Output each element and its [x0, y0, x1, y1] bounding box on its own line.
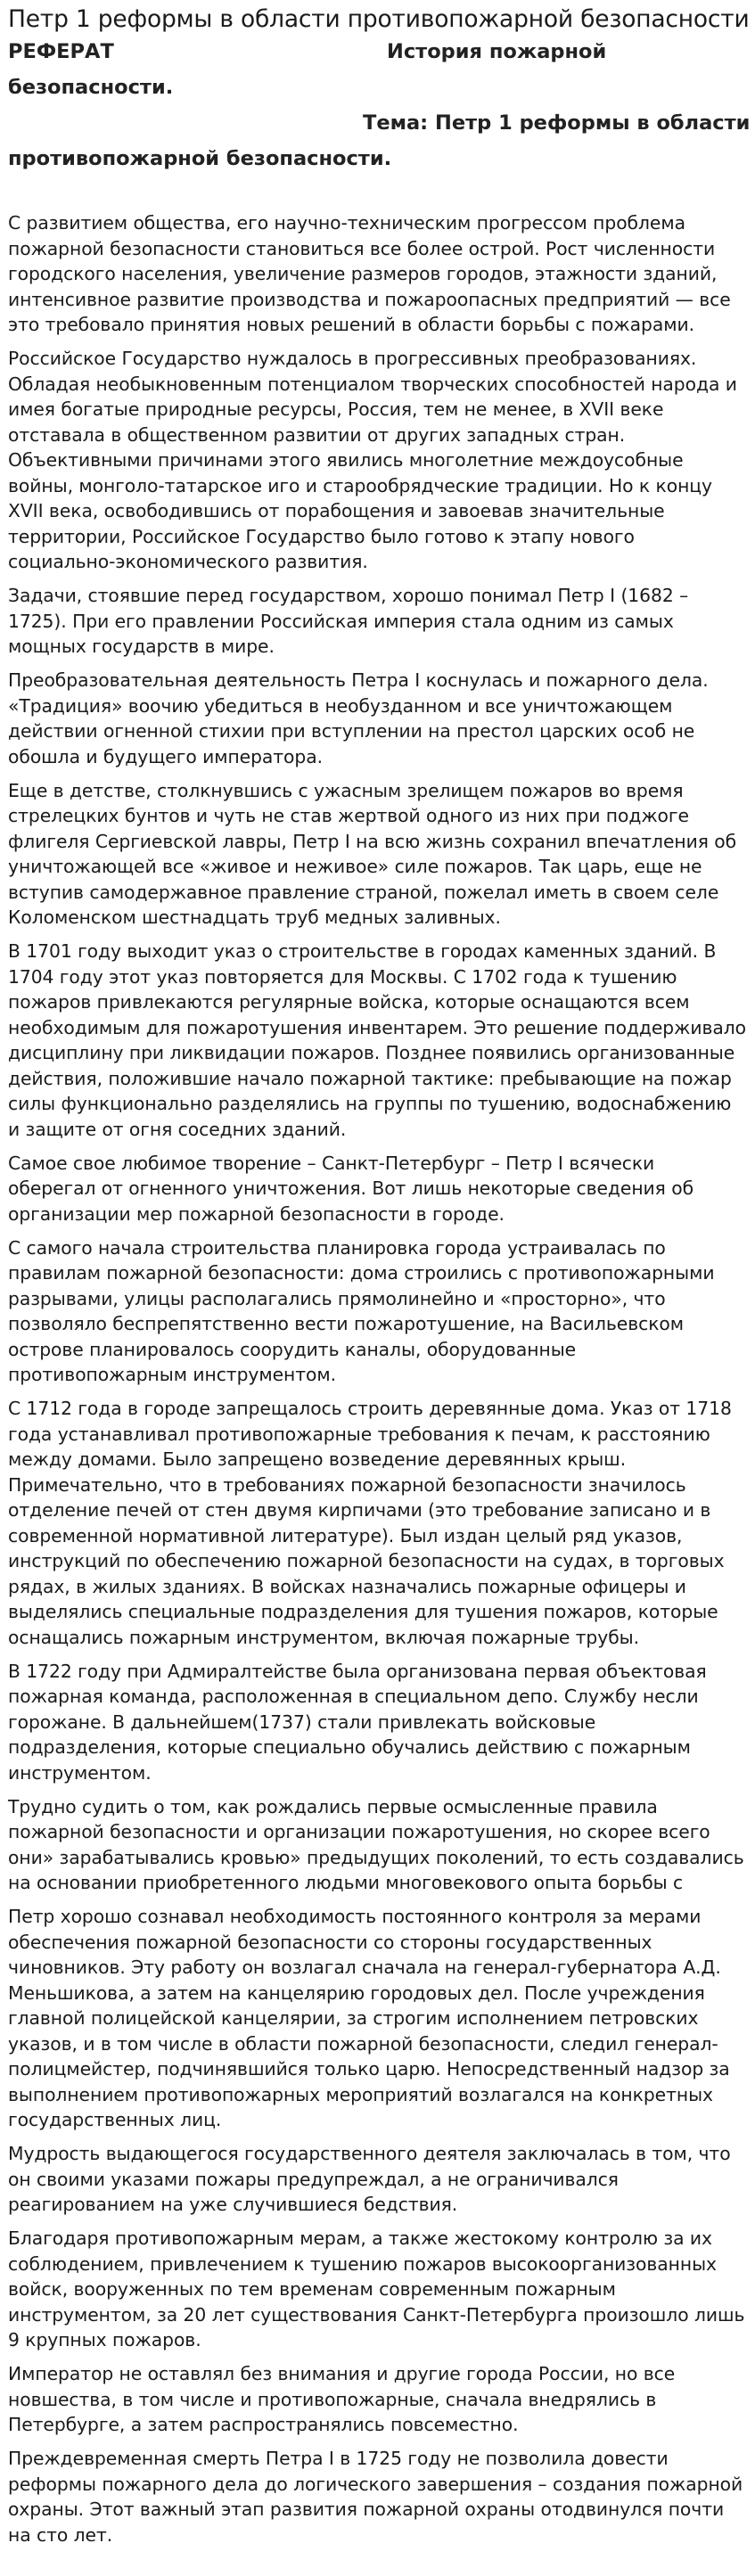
paragraph: Император не оставлял без внимания и другие города России, но все новшества, в том числе и противопожарные, сначала внедрялись в Петербурге, а затем распространялись повсеместно. [8, 2363, 676, 2435]
paragraph: Мудрость выдающегося государственного деятеля заключалась в том, что он своими указами пожары предупреждал, а не ограничивался реагированием на уже случившиеся бедствия. [8, 2143, 731, 2215]
paragraph: С самого начала строительства планировка города устраивалась по правилам пожарной безопасности: дома строились с противопожарными разрывами, улицы располагались прямолинейно и «просторно», что позволяло беспрепятственно вести пожаротушение, на Васильевском острове планировалось соорудить каналы, оборудованные противопожарным инструментом. [8, 1236, 715, 1385]
subject-line-1: История пожарной [387, 40, 607, 63]
paragraph: Трудно судить о том, как рождались первые осмысленные правила пожарной безопасности и организации пожаротушения, но скорее всего они» зарабатывались кровью» предыдущих поколений, то есть создавались на основании приобретенного людьми многовекового опыта борьбы с [8, 1795, 744, 1893]
paragraph: Благодаря противопожарным мерам, а также жестокому контролю за их соблюдением, привлечением к тушению пожаров высокоорганизованных войск, вооруженных по тем временам современным пожарным инструментом, за 20 лет существования Санкт-Петербурга произошло лишь 9 крупных пожаров. [8, 2227, 745, 2350]
paragraph: Преждевременная смерть Петра I в 1725 году не позволила довести реформы пожарного дела до логического завершения – создания пожарной охраны. Этот важный этап развития пожарной охраны отодвинулся почти на сто лет. [8, 2448, 743, 2546]
document-page [0, 5, 751, 2547]
paragraph: Самое свое любимое творение – Санкт-Петербург – Петр I всячески оберегал от огненного уничтожения. Вот лишь некоторые сведения об организации мер пожарной безопасности в городе. [8, 1152, 694, 1225]
paragraph: С 1712 года в городе запрещалось строить деревянные дома. Указ от 1718 года устанавливал противопожарные требования к печам, к расстоянию между домами. Было запрещено возведение деревянных крыш. Примечательно, что в требованиях пожарной безопасности значилось отделение печей от стен двумя кирпичами (это требование записано и в современной нормативной литературе). Был издан целый ряд указов, инструкций по обеспечению пожарной безопасности на судах, в торговых рядах, в жилых зданиях. В войсках назначались пожарные офицеры и выделялись специальные подразделения для тушения пожаров, которые оснащались пожарным инструментом, включая пожарные трубы. [8, 1398, 732, 1648]
paragraph: В 1722 году при Адмиралтействе была организована первая объектовая пожарная команда, расположенная в специальном депо. Службу несли горожане. В дальнейшем(1737) стали привлекать войсковые подразделения, которые специально обучались действию с пожарным инструментом. [8, 1660, 707, 1784]
paragraph: Петр хорошо сознавал необходимость постоянного контроля за мерами обеспечения пожарной безопасности со стороны государственных чиновников. Эту работу он возлагал сначала на генерал-губернатора А.Д. Меньшикова, а затем на канцелярию городовых дел. После учреждения главной полицейской канцелярии, за строгим исполнением петровских указов, и в том числе в области пожарной безопасности, следил генерал-полицмейстер, подчинявшийся только царю. Непосредственный надзор за выполнением противопожарных мероприятий возлагался на конкретных государственных лиц. [8, 1906, 730, 2130]
paragraph: Задачи, стоявшие перед государством, хорошо понимал Петр I (1682 – 1725). При его правлении Российская империя стала одним из самых мощных государств в мире. [8, 585, 689, 657]
topic-line-1: Тема: Петр 1 реформы в области [363, 111, 751, 135]
referat-label: РЕФЕРАТ [8, 40, 114, 63]
document-header [8, 34, 751, 176]
subject-line-2: безопасности. [8, 76, 174, 99]
topic-line-2: противопожарной безопасности. [8, 147, 392, 170]
paragraph: Еще в детстве, столкнувшись с ужасным зрелищем пожаров во время стрелецких бунтов и чуть не став жертвой одного из них при поджоге флигеля Сергиевской лавры, Петр I на всю жизнь сохранил впечатления об уничтожающей все «живое и неживое» силе пожаров. Так царь, еще не вступив самодержавное правление страной, пожелал иметь в своем селе Коломенском шестнадцать труб медных заливных. [8, 779, 737, 928]
paragraph: Российское Государство нуждалось в прогрессивных преобразованиях. Обладая необыкновенным потенциалом творческих способностей народа и имея богатые природные ресурсы, Россия, тем не менее, в XVII веке отставала в общественном развитии от других западных стран. Объективными причинами этого явились многолетние междоусобные войны, монголо-татарское иго и старообрядческие традиции. Но к концу XVII века, освободившись от порабощения и завоевав значительные территории, Российское Государство было готово к этапу нового социально-экономического развития. [8, 348, 737, 572]
document-body [8, 210, 747, 2547]
document-title: Петр 1 реформы в области противопожарной безопасности [8, 5, 750, 33]
paragraph: С развитием общества, его научно-техническим прогрессом проблема пожарной безопасности становиться все более острой. Рост численности городского населения, увеличение размеров городов, этажности зданий, интенсивное развитие производства и пожароопасных предприятий — все это требовало принятия новых решений в области борьбы с пожарами. [8, 212, 731, 335]
paragraph: Преобразовательная деятельность Петра I коснулась и пожарного дела. «Традиция» воочию убедиться в необузданном и все уничтожающем действии огненной стихии при вступлении на престол царских особ не обошла и будущего императора. [8, 669, 709, 767]
paragraph: В 1701 году выходит указ о строительстве в городах каменных зданий. В 1704 году этот указ повторяется для Москвы. С 1702 года к тушению пожаров привлекаются регулярные войска, которые оснащаются всем необходимым для пожаротушения инвентарем. Это решение поддерживало дисциплину при ликвидации пожаров. Позднее появились организованные действия, положившие начало пожарной тактике: пребывающие на пожар силы функционально разделялись на группы по тушению, водоснабжению и защите от огня соседних зданий. [8, 940, 747, 1140]
